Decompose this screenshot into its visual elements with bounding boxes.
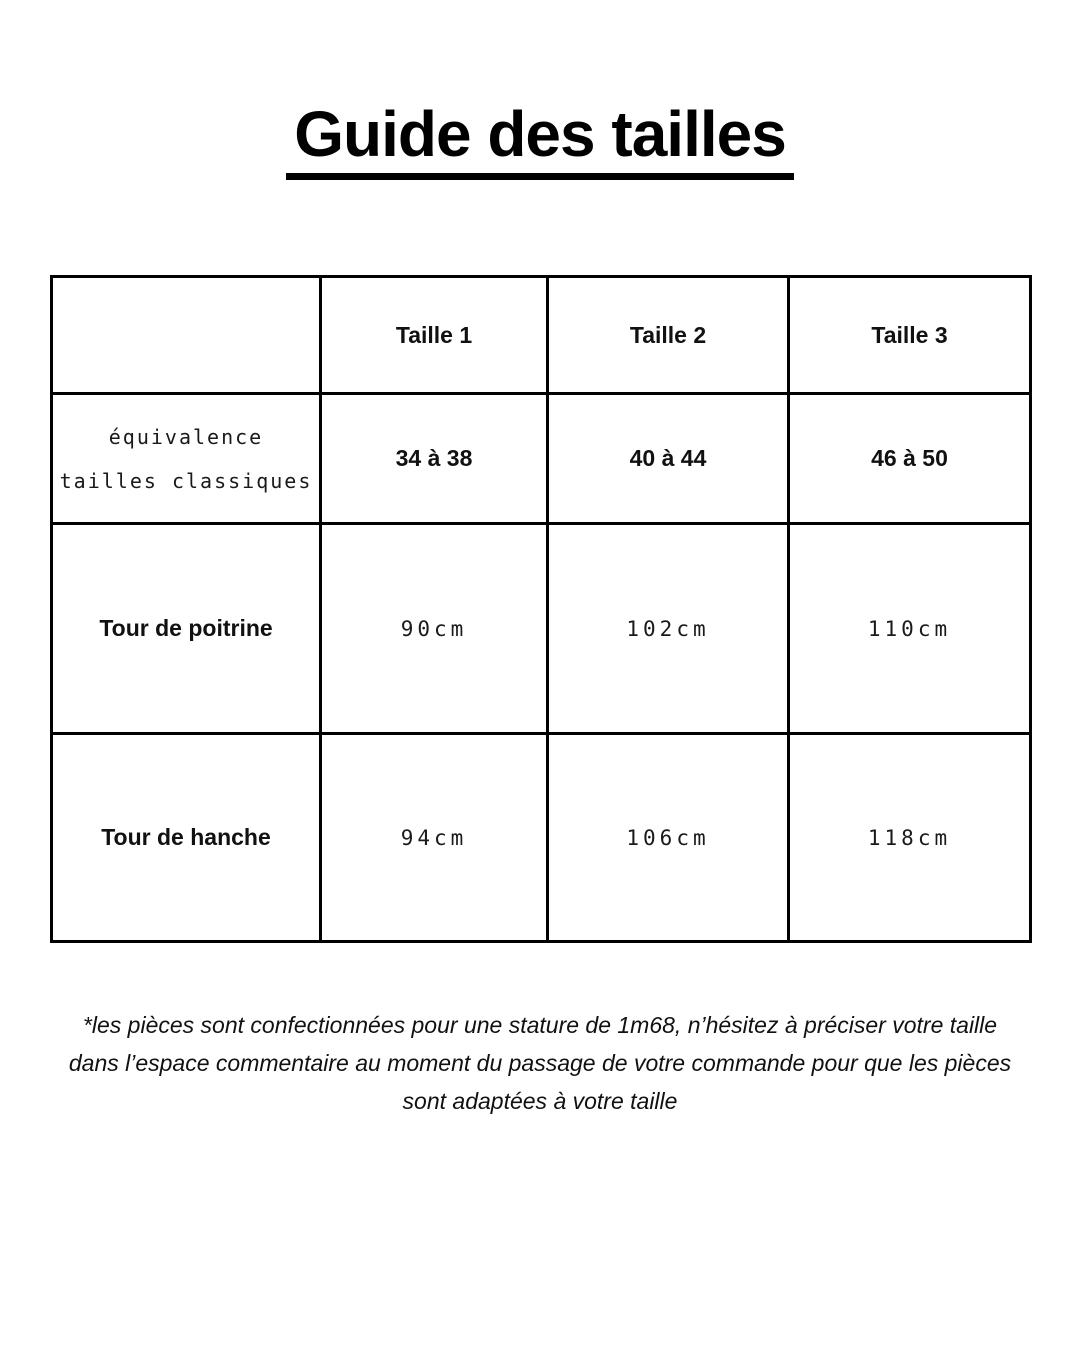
column-header-taille-1: Taille 1	[321, 277, 548, 394]
size-guide-table	[50, 275, 1032, 943]
footnote-line-2: dans l’espace commentaire au moment du passage de votre commande pour que les pièces	[68, 1050, 1012, 1076]
table-row-equivalence	[52, 394, 1031, 524]
column-header-taille-3: Taille 3	[789, 277, 1031, 394]
column-header-taille-2: Taille 2	[548, 277, 789, 394]
cell-poitrine-taille-1: 90cm	[321, 524, 548, 734]
cell-hanche-taille-2: 106cm	[548, 734, 789, 942]
row-label-equivalence	[52, 394, 321, 524]
cell-hanche-taille-3: 118cm	[789, 734, 1031, 942]
footnote-line-1: *les pièces sont confectionnées pour une stature de 1m68, n’hésitez à préciser votre taille	[82, 1012, 998, 1038]
cell-poitrine-taille-2: 102cm	[548, 524, 789, 734]
page-title: Guide des tailles	[286, 98, 794, 180]
cell-equivalence-taille-2: 40 à 44	[548, 394, 789, 524]
cell-poitrine-taille-3: 110cm	[789, 524, 1031, 734]
table-header-row	[52, 277, 1031, 394]
row-label-equivalence-line1: équivalence	[108, 424, 264, 449]
table-row-tour-de-hanche	[52, 734, 1031, 942]
footnote	[30, 1006, 1050, 1120]
row-label-tour-de-poitrine: Tour de poitrine	[52, 524, 321, 734]
title-wrap	[0, 98, 1080, 180]
table-row-tour-de-poitrine	[52, 524, 1031, 734]
cell-hanche-taille-1: 94cm	[321, 734, 548, 942]
row-label-tour-de-hanche: Tour de hanche	[52, 734, 321, 942]
cell-equivalence-taille-3: 46 à 50	[789, 394, 1031, 524]
footnote-line-3: sont adaptées à votre taille	[402, 1088, 678, 1114]
corner-cell	[52, 277, 321, 394]
cell-equivalence-taille-1: 34 à 38	[321, 394, 548, 524]
row-label-equivalence-line2: tailles classiques	[59, 468, 313, 493]
